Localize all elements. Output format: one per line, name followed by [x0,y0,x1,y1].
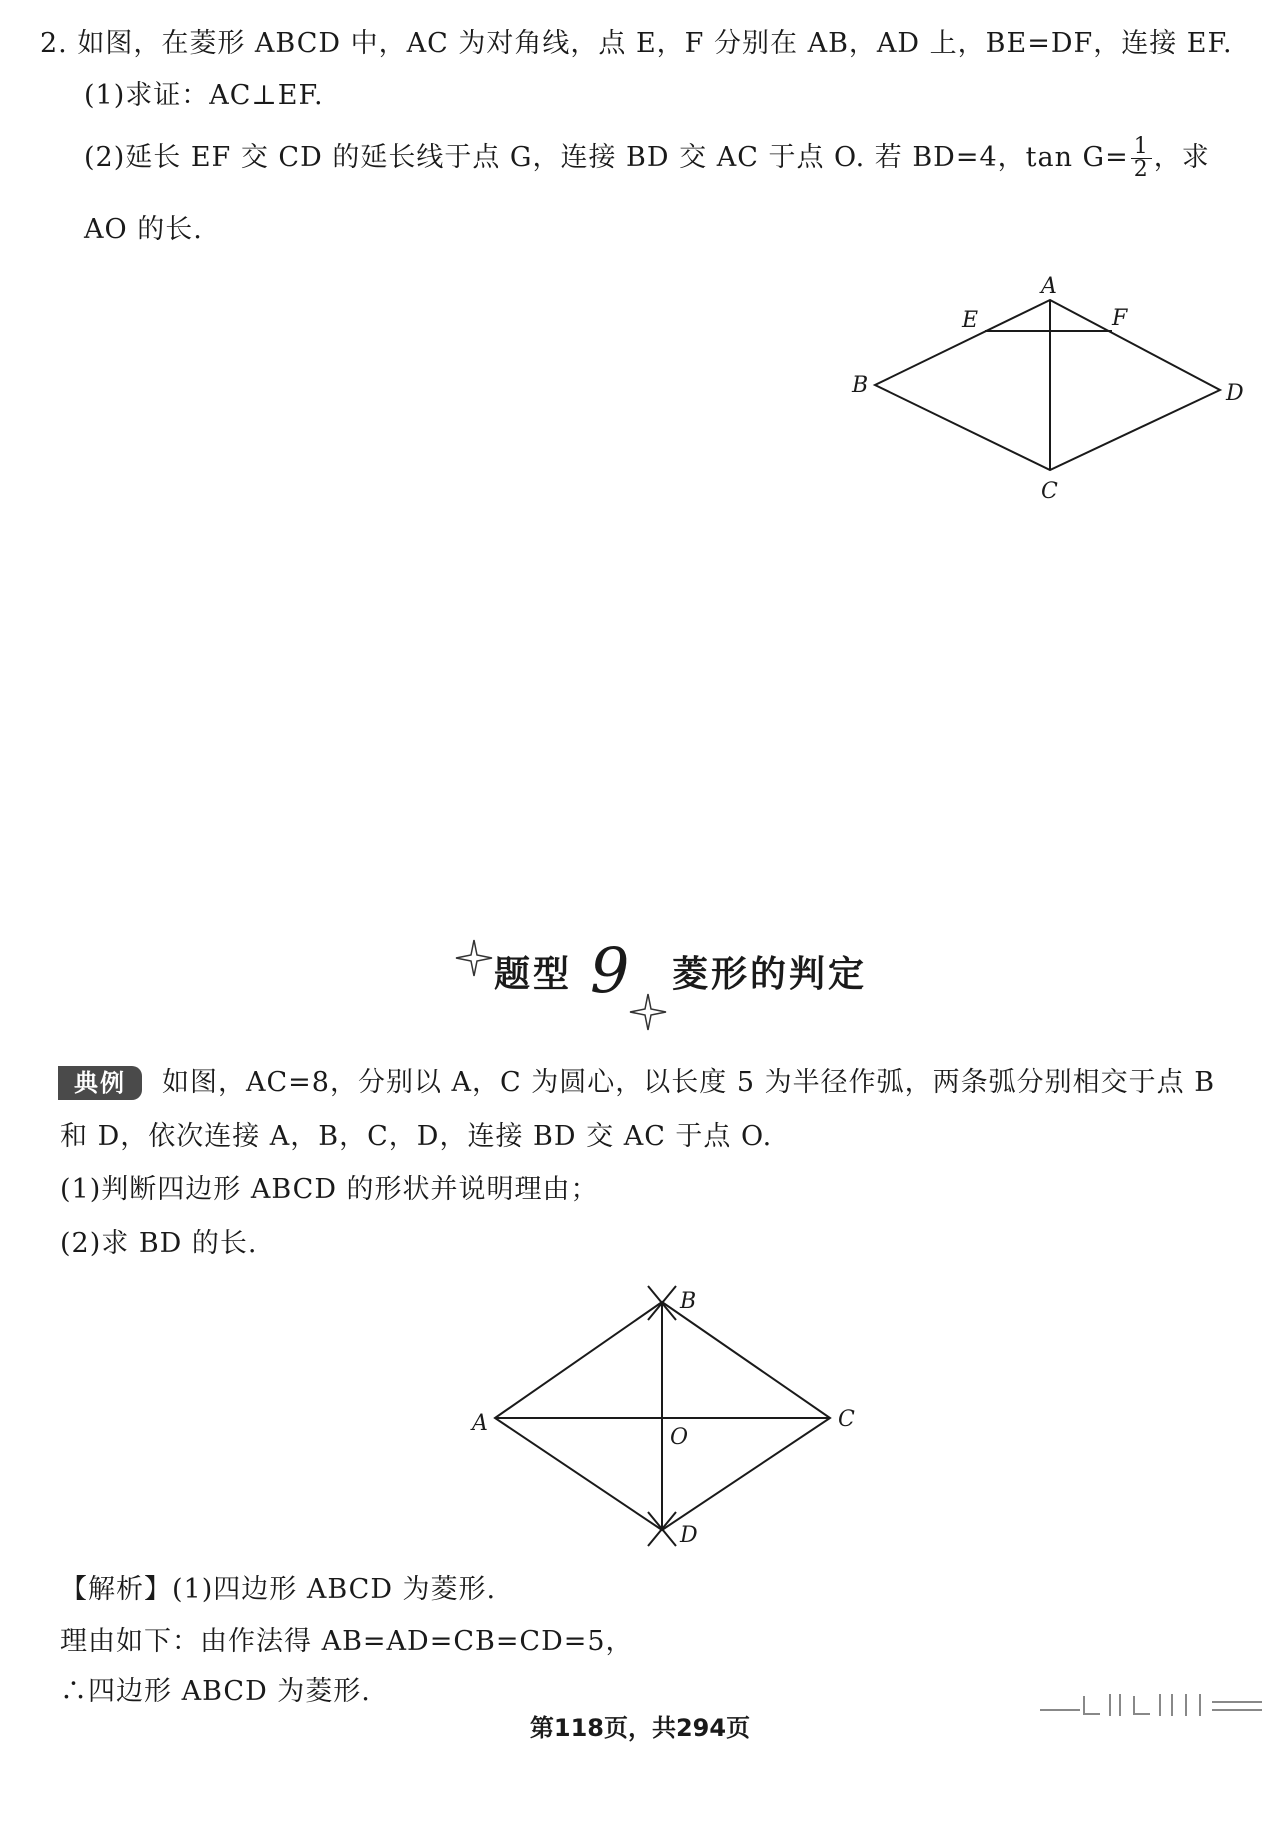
label-E: E [962,308,979,333]
label-A: A [1041,274,1057,299]
sparkle-icon [628,992,668,1032]
fraction-numerator: 1 [1131,136,1152,159]
problem2-part1: (1)求证：AC⊥EF. [84,80,324,111]
example-tag: 典例 [58,1066,142,1100]
problem2-part2-tail: ，求 [1153,142,1210,173]
label-D: D [680,1523,698,1548]
section-name: 菱形的判定 [672,954,868,995]
sparkle-icon [454,938,494,978]
label-A: A [472,1411,488,1436]
rhombus-figure-2 [0,1240,1280,1840]
example-question2: (2)求 BD 的长. [60,1228,258,1259]
label-B: B [852,373,869,398]
page-footer: 第118页，共294页 [529,1714,751,1742]
label-O: O [670,1425,689,1450]
fraction-denominator: 2 [1133,157,1149,182]
solution-line3: ∴四边形 ABCD 为菱形. [60,1676,371,1707]
problem2-part2-text: (2)延长 EF 交 CD 的延长线于点 G，连接 BD 交 AC 于点 O. 若 BD=4，tan G= [84,142,1129,173]
example-line2: 和 D，依次连接 A，B，C，D，连接 BD 交 AC 于点 O. [60,1121,773,1152]
section-number: 9 [590,934,630,1007]
label-F: F [1112,306,1128,331]
section-title [0,934,1280,1018]
rhombus-figure-1 [0,0,1280,520]
solution-line2: 理由如下：由作法得 AB=AD=CB=CD=5， [60,1626,634,1657]
rhombus-abcd-outline [875,300,1220,470]
example-question1: (1)判断四边形 ABCD 的形状并说明理由； [60,1174,599,1205]
section-prefix: 题型 [494,954,573,995]
label-C: C [838,1407,855,1432]
label-B: B [680,1289,697,1314]
example-line1: 如图，AC=8，分别以 A，C 为圆心，以长度 5 为半径作弧，两条弧分别相交于点 B [162,1067,1216,1098]
label-D: D [1226,381,1244,406]
solution-line1: 【解析】(1)四边形 ABCD 为菱形. [60,1574,497,1605]
label-C: C [1041,479,1058,504]
problem2-statement: 2. 如图，在菱形 ABCD 中，AC 为对角线，点 E，F 分别在 AB，AD 上，BE=DF，连接 EF. [40,28,1233,59]
problem2-part2-line2: AO 的长. [84,214,203,245]
